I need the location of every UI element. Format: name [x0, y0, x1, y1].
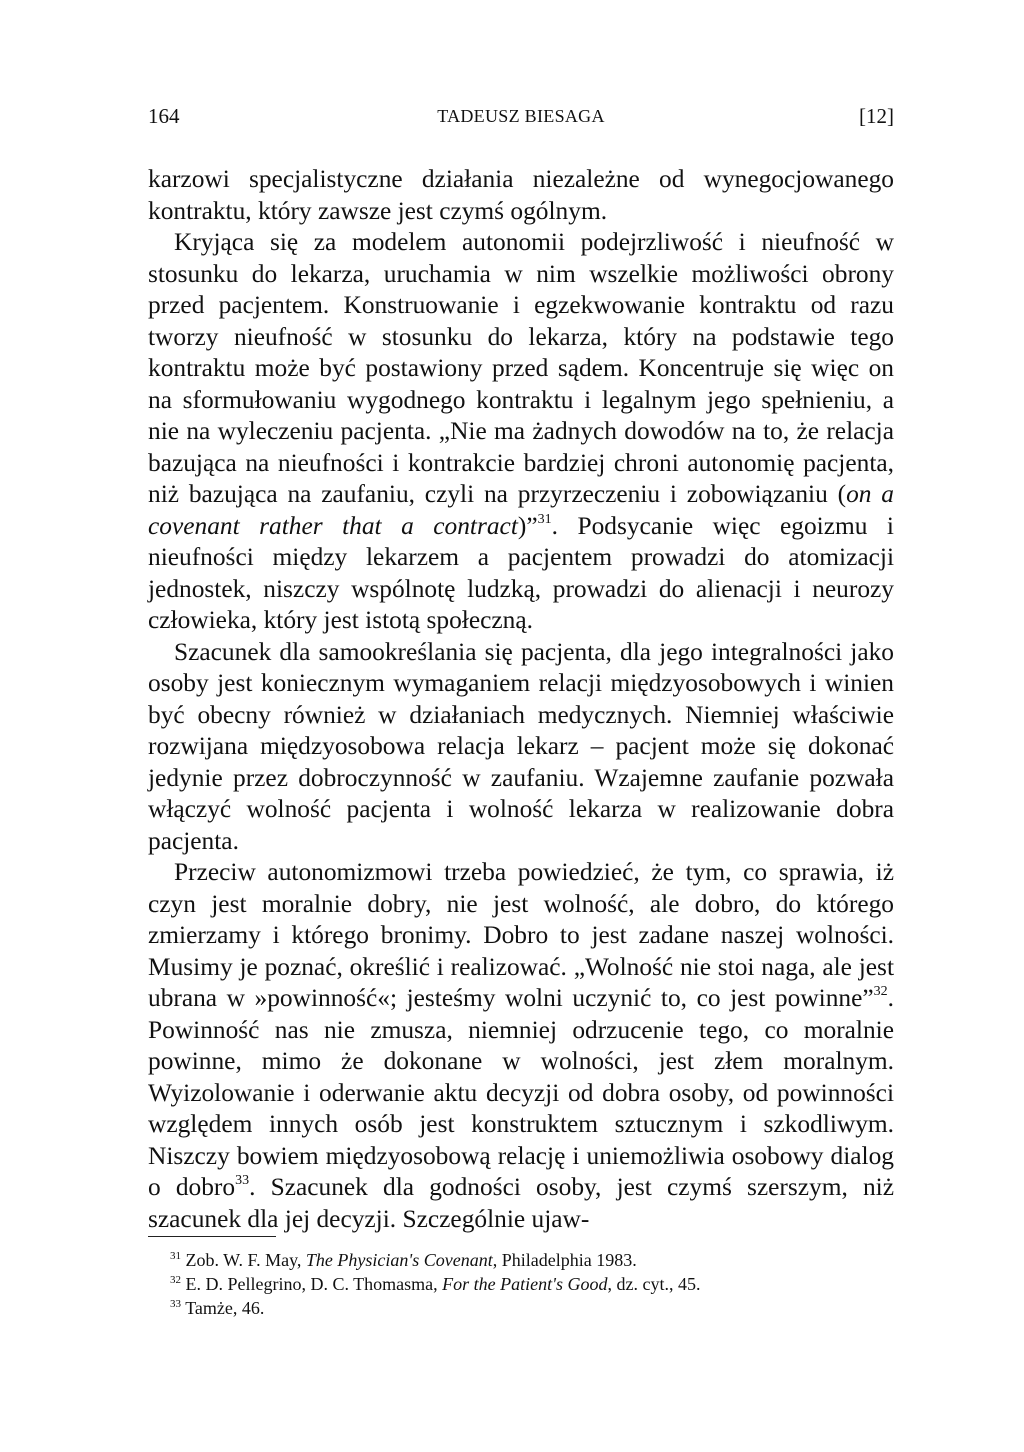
paragraph-1-text: karzowi specjalistyczne działania niezależne od wynegocjowanego kontraktu, który zawsze jest czymś ogólnym. [148, 165, 894, 225]
footnote-text: E. D. Pellegrino, D. C. Thomasma, [185, 1274, 443, 1294]
paragraph-2-text-a: Kryjąca się za modelem autonomii podejrzliwość i nieufność w stosunku do lekarza, uruchamia w nim wszelkie możliwości obrony przed pacjentem. Konstruowanie i egzekwowanie kontraktu od razu tworzy nieufność w stosunku do lekarza, który na podstawie tego kontraktu może być postawiony przed sądem. Koncentruje się więc on na sformułowaniu wygodnego kontraktu i legalnym jego spełnieniu, a nie na wyleczeniu pacjenta. „Nie ma żadnych dowodów na to, że relacja bazująca na nieufności i kontrakcie bardziej chroni autonomię pacjenta, niż bazująca na zaufaniu, czyli na przyrzeczeniu i zobowiązaniu ( [148, 228, 894, 508]
footnotes [170, 1248, 894, 1320]
footnote-text-end: , Philadelphia 1983. [492, 1250, 637, 1270]
footnote-ref-33[interactable]: 33 [235, 1173, 250, 1188]
footnote-text: Zob. W. F. May, [185, 1250, 306, 1270]
footnote-book-title: For the Patient's Good [442, 1274, 608, 1294]
section-number: [12] [859, 104, 894, 128]
footnote-ref-32[interactable]: 32 [873, 984, 888, 999]
paragraph-4-text-b: . Powinność nas nie zmusza, niemniej odrzucenie tego, co moralnie powinne, mimo że dokonane w wolności, jest złem moralnym. Wyizolowanie i oderwanie aktu decyzji od dobra osoby, od powinności względem innych osób jest konstruktem sztucznym i szkodliwym. Niszczy bowiem międzyosobową relację i uniemożliwia osobowy dialog o dobro [148, 984, 894, 1201]
running-header-author: TADEUSZ BIESAGA [437, 106, 605, 126]
page-number: 164 [148, 104, 180, 128]
footnote-32 [170, 1272, 894, 1296]
footnote-book-title: The Physician's Covenant [305, 1250, 493, 1270]
footnote-ref-31[interactable]: 31 [537, 511, 552, 527]
footnote-33 [170, 1296, 894, 1320]
paragraph-4 [148, 857, 894, 1235]
paragraph-3-text: Szacunek dla samookreślania się pacjenta, dla jego integralności jako osoby jest koniecznym wymaganiem relacji międzyosobowych i winien być obecny również w działaniach medycznych. Niemniej właściwie rozwijana międzyosobowa relacja lekarz – pacjent może się dokonać jedynie przez dobroczynność w zaufaniu. Wzajemne zaufanie pozwała włączyć wolność pacjenta i wolność lekarza w realizowanie dobra pacjenta. [148, 637, 894, 855]
footnote-number: 32 [170, 1274, 181, 1286]
quoted-english-phrase: on a covenant rather that a contract [148, 480, 894, 540]
paragraph-2 [148, 227, 894, 637]
paragraph-2-text-b: )” [517, 511, 538, 540]
document-page [148, 0, 894, 1452]
footnote-31 [170, 1248, 894, 1272]
footnote-number: 31 [170, 1250, 181, 1262]
footnote-number: 33 [170, 1298, 181, 1310]
footnote-separator [148, 1236, 276, 1237]
footnote-text-end: , dz. cyt., 45. [607, 1274, 701, 1294]
paragraph-4-text-a: Przeciw autonomizmowi trzeba powiedzieć, że tym, co sprawia, iż czyn jest moralnie dobry, nie jest wolność, ale dobro, do którego zmierzamy i którego bronimy. Dobro to jest zadane naszej wolności. Musimy je poznać, określić i realizować. „Wolność nie stoi naga, ale jest ubrana w »powinność«; jesteśmy wolni uczynić to, co jest powinne” [148, 858, 894, 1012]
main-text [148, 164, 894, 1235]
paragraph-2-text-c: . Podsycanie więc egoizmu i nieufności między lekarzem a pacjentem prowadzi do atomizacji jednostek, niszczy wspólnotę ludzką, prowadzi do alienacji i neurozy człowieka, który jest istotą społeczną. [148, 511, 894, 634]
running-header [148, 104, 894, 134]
footnote-text: Tamże, 46. [185, 1298, 265, 1318]
paragraph-3 [148, 637, 894, 858]
paragraph-1 [148, 164, 894, 227]
paragraph-4-text-c: . Szacunek dla godności osoby, jest czymś szerszym, niż szacunek dla jej decyzji. Szczególnie ujaw- [148, 1173, 894, 1233]
